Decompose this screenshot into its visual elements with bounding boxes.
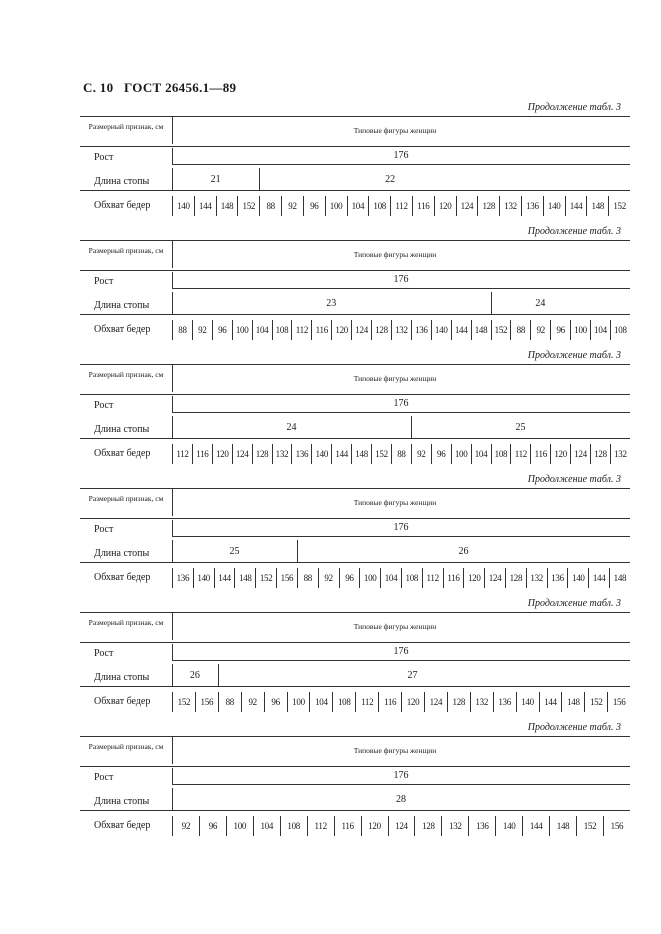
hip-girth-cell: 100	[359, 568, 380, 588]
hip-girth-cell: 140	[311, 444, 331, 464]
hip-girth-cell: 148	[351, 444, 371, 464]
header-bottom-border	[80, 394, 630, 395]
hip-girth-cell: 116	[412, 196, 434, 216]
row-label-hip-girth: Обхват бедер	[94, 324, 151, 335]
hip-girth-cell: 112	[510, 444, 530, 464]
page-header	[83, 80, 236, 96]
hip-girth-cell: 92	[318, 568, 339, 588]
header-divider	[172, 240, 173, 268]
hip-girth-cell: 120	[463, 568, 484, 588]
row-label-height: Рост	[94, 152, 114, 163]
hip-girth-cell: 108	[272, 320, 292, 340]
header-divider	[172, 364, 173, 392]
hip-girth-cell: 144	[539, 692, 562, 712]
row-label-hip-girth: Обхват бедер	[94, 572, 151, 583]
hip-girth-cell: 108	[332, 692, 355, 712]
hip-girth-cell: 120	[550, 444, 570, 464]
hip-girth-cell: 128	[505, 568, 526, 588]
hip-girth-cell: 128	[477, 196, 499, 216]
hip-girth-cell: 136	[547, 568, 568, 588]
row-border	[80, 314, 630, 315]
row-border	[80, 438, 630, 439]
hip-girth-cell: 128	[590, 444, 610, 464]
hip-girth-cell: 88	[172, 320, 192, 340]
hip-girth-cell: 104	[309, 692, 332, 712]
header-divider	[172, 488, 173, 516]
hip-girth-cell: 88	[297, 568, 318, 588]
hip-girth-cell: 120	[361, 816, 388, 836]
height-value: 176	[393, 150, 409, 161]
row-label-foot-length: Длина стопы	[94, 424, 150, 435]
continuation-note: Продолжение табл. 3	[527, 598, 621, 609]
hip-girth-cell: 140	[495, 816, 522, 836]
row-border	[80, 562, 630, 563]
continuation-note: Продолжение табл. 3	[527, 102, 621, 113]
header-bottom-border	[80, 642, 630, 643]
hip-girth-cell: 144	[214, 568, 235, 588]
size-feature-label: Размерный признак, см	[88, 246, 164, 255]
row-label-hip-girth: Обхват бедер	[94, 200, 151, 211]
foot-group-divider	[218, 664, 219, 686]
hip-girth-cell: 124	[484, 568, 505, 588]
hip-girth-cell: 148	[561, 692, 584, 712]
hip-girth-cell: 120	[331, 320, 351, 340]
hip-girth-row	[172, 692, 630, 712]
hip-girth-cell: 152	[576, 816, 603, 836]
row-label-height: Рост	[94, 524, 114, 535]
hip-girth-cell: 132	[470, 692, 493, 712]
row-label-foot-length: Длина стопы	[94, 300, 150, 311]
height-value: 176	[393, 770, 409, 781]
row-divider	[172, 292, 173, 314]
header-divider	[172, 116, 173, 144]
size-feature-label: Размерный признак, см	[88, 742, 164, 751]
hip-girth-cell: 140	[172, 196, 194, 216]
row-divider	[172, 768, 173, 784]
hip-girth-cell: 104	[253, 816, 280, 836]
hip-girth-cell: 92	[530, 320, 550, 340]
hip-girth-cell: 108	[280, 816, 307, 836]
hip-girth-cell: 112	[291, 320, 311, 340]
row-border	[172, 660, 630, 661]
hip-girth-cell: 100	[232, 320, 252, 340]
hip-girth-cell: 96	[550, 320, 570, 340]
hip-girth-cell: 144	[331, 444, 351, 464]
size-table	[80, 736, 630, 836]
hip-girth-cell: 148	[609, 568, 630, 588]
hip-girth-cell: 136	[468, 816, 495, 836]
hip-girth-cell: 124	[388, 816, 415, 836]
hip-girth-cell: 92	[192, 320, 212, 340]
standard-number: ГОСТ 26456.1—89	[124, 80, 237, 95]
row-label-foot-length: Длина стопы	[94, 176, 150, 187]
hip-girth-cell: 88	[510, 320, 530, 340]
hip-girth-cell: 100	[451, 444, 471, 464]
hip-girth-cell: 144	[451, 320, 471, 340]
hip-girth-cell: 96	[264, 692, 287, 712]
hip-girth-cell: 96	[339, 568, 360, 588]
size-table	[80, 364, 630, 464]
hip-girth-cell: 116	[530, 444, 550, 464]
hip-girth-cell: 116	[378, 692, 401, 712]
hip-girth-cell: 156	[607, 692, 630, 712]
hip-girth-cell: 128	[447, 692, 470, 712]
row-divider	[172, 416, 173, 438]
hip-girth-cell: 152	[237, 196, 259, 216]
hip-girth-cell: 88	[391, 444, 411, 464]
hip-girth-cell: 128	[371, 320, 391, 340]
hip-girth-cell: 136	[291, 444, 311, 464]
row-divider	[172, 148, 173, 164]
table-top-border	[80, 736, 630, 737]
hip-girth-row	[172, 320, 630, 340]
hip-girth-cell: 100	[226, 816, 253, 836]
hip-girth-cell: 120	[434, 196, 456, 216]
hip-girth-cell: 104	[380, 568, 401, 588]
foot-length-value: 24	[535, 298, 546, 309]
hip-girth-cell: 112	[390, 196, 412, 216]
row-border	[80, 810, 630, 811]
hip-girth-cell: 92	[172, 816, 199, 836]
header-bottom-border	[80, 766, 630, 767]
hip-girth-cell: 144	[194, 196, 216, 216]
foot-group-divider	[411, 416, 412, 438]
row-divider	[172, 644, 173, 660]
hip-girth-cell: 124	[456, 196, 478, 216]
height-value: 176	[393, 274, 409, 285]
hip-girth-cell: 104	[471, 444, 491, 464]
hip-girth-cell: 136	[521, 196, 543, 216]
figures-title: Типовые фигуры женщин	[353, 374, 437, 383]
hip-girth-cell: 152	[371, 444, 391, 464]
size-table	[80, 116, 630, 216]
hip-girth-cell: 148	[216, 196, 238, 216]
size-table	[80, 488, 630, 588]
hip-girth-cell: 112	[422, 568, 443, 588]
height-value: 176	[393, 398, 409, 409]
hip-girth-cell: 140	[193, 568, 214, 588]
hip-girth-cell: 132	[610, 444, 630, 464]
size-feature-label: Размерный признак, см	[88, 370, 164, 379]
foot-length-value: 25	[515, 422, 526, 433]
hip-girth-cell: 112	[355, 692, 378, 712]
hip-girth-cell: 108	[401, 568, 422, 588]
hip-girth-cell: 104	[252, 320, 272, 340]
hip-girth-cell: 96	[303, 196, 325, 216]
foot-group-divider	[259, 168, 260, 190]
hip-girth-cell: 100	[570, 320, 590, 340]
table-top-border	[80, 488, 630, 489]
continuation-note: Продолжение табл. 3	[527, 722, 621, 733]
continuation-note: Продолжение табл. 3	[527, 474, 621, 485]
hip-girth-cell: 88	[259, 196, 281, 216]
hip-girth-row	[172, 196, 630, 216]
hip-girth-cell: 132	[441, 816, 468, 836]
foot-length-value: 25	[229, 546, 240, 557]
hip-girth-cell: 132	[526, 568, 547, 588]
figures-title: Типовые фигуры женщин	[353, 622, 437, 631]
hip-girth-cell: 124	[232, 444, 252, 464]
hip-girth-cell: 124	[424, 692, 447, 712]
row-label-hip-girth: Обхват бедер	[94, 696, 151, 707]
hip-girth-cell: 124	[351, 320, 371, 340]
header-divider	[172, 736, 173, 764]
hip-girth-cell: 132	[391, 320, 411, 340]
hip-girth-cell: 156	[195, 692, 218, 712]
table-top-border	[80, 116, 630, 117]
header-bottom-border	[80, 146, 630, 147]
foot-length-value: 23	[326, 298, 337, 309]
hip-girth-cell: 148	[471, 320, 491, 340]
row-label-foot-length: Длина стопы	[94, 796, 150, 807]
height-value: 176	[393, 522, 409, 533]
foot-length-value: 26	[458, 546, 469, 557]
hip-girth-cell: 148	[234, 568, 255, 588]
figures-title: Типовые фигуры женщин	[353, 746, 437, 755]
hip-girth-cell: 104	[347, 196, 369, 216]
row-border	[172, 288, 630, 289]
hip-girth-cell: 136	[411, 320, 431, 340]
hip-girth-cell: 152	[172, 692, 195, 712]
hip-girth-cell: 148	[549, 816, 576, 836]
continuation-note: Продолжение табл. 3	[527, 226, 621, 237]
header-divider	[172, 612, 173, 640]
hip-girth-cell: 96	[431, 444, 451, 464]
foot-group-divider	[491, 292, 492, 314]
row-label-foot-length: Длина стопы	[94, 548, 150, 559]
foot-length-value: 28	[396, 794, 406, 805]
hip-girth-cell: 124	[570, 444, 590, 464]
hip-girth-cell: 140	[516, 692, 539, 712]
row-border	[172, 536, 630, 537]
hip-girth-cell: 140	[543, 196, 565, 216]
size-feature-label: Размерный признак, см	[88, 618, 164, 627]
hip-girth-cell: 148	[586, 196, 608, 216]
hip-girth-cell: 104	[590, 320, 610, 340]
hip-girth-cell: 144	[522, 816, 549, 836]
height-value: 176	[393, 646, 409, 657]
hip-girth-cell: 156	[276, 568, 297, 588]
header-bottom-border	[80, 270, 630, 271]
hip-girth-row	[172, 444, 630, 464]
row-divider	[172, 272, 173, 288]
foot-length-value: 22	[385, 174, 396, 185]
hip-girth-cell: 92	[241, 692, 264, 712]
table-top-border	[80, 612, 630, 613]
row-border	[172, 412, 630, 413]
row-label-hip-girth: Обхват бедер	[94, 820, 151, 831]
size-feature-label: Размерный признак, см	[88, 122, 164, 131]
figures-title: Типовые фигуры женщин	[353, 498, 437, 507]
hip-girth-cell: 116	[334, 816, 361, 836]
hip-girth-cell: 112	[172, 444, 192, 464]
hip-girth-cell: 128	[414, 816, 441, 836]
row-border	[172, 784, 630, 785]
hip-girth-cell: 120	[212, 444, 232, 464]
row-divider	[172, 664, 173, 686]
hip-girth-cell: 116	[192, 444, 212, 464]
page-number: С. 10	[83, 80, 114, 95]
hip-girth-row	[172, 568, 630, 588]
hip-girth-cell: 92	[281, 196, 303, 216]
hip-girth-cell: 156	[603, 816, 630, 836]
row-label-height: Рост	[94, 276, 114, 287]
hip-girth-cell: 108	[610, 320, 630, 340]
hip-girth-cell: 132	[272, 444, 292, 464]
hip-girth-cell: 140	[567, 568, 588, 588]
hip-girth-cell: 96	[199, 816, 226, 836]
foot-length-value: 21	[210, 174, 221, 185]
hip-girth-cell: 100	[325, 196, 347, 216]
row-label-height: Рост	[94, 400, 114, 411]
hip-girth-cell: 92	[411, 444, 431, 464]
table-top-border	[80, 240, 630, 241]
foot-length-value: 24	[286, 422, 297, 433]
hip-girth-cell: 116	[443, 568, 464, 588]
row-label-height: Рост	[94, 772, 114, 783]
hip-girth-cell: 152	[608, 196, 630, 216]
size-table	[80, 240, 630, 340]
size-feature-label: Размерный признак, см	[88, 494, 164, 503]
foot-length-value: 27	[407, 670, 418, 681]
hip-girth-cell: 140	[431, 320, 451, 340]
hip-girth-cell: 144	[588, 568, 609, 588]
table-top-border	[80, 364, 630, 365]
hip-girth-cell: 132	[499, 196, 521, 216]
continuation-note: Продолжение табл. 3	[527, 350, 621, 361]
row-divider	[172, 540, 173, 562]
hip-girth-cell: 120	[401, 692, 424, 712]
row-border	[172, 164, 630, 165]
hip-girth-cell: 152	[255, 568, 276, 588]
hip-girth-cell: 96	[212, 320, 232, 340]
hip-girth-cell: 112	[307, 816, 334, 836]
row-border	[80, 190, 630, 191]
row-label-foot-length: Длина стопы	[94, 672, 150, 683]
hip-girth-cell: 152	[584, 692, 607, 712]
hip-girth-cell: 144	[565, 196, 587, 216]
hip-girth-cell: 116	[311, 320, 331, 340]
hip-girth-cell: 100	[287, 692, 310, 712]
row-label-hip-girth: Обхват бедер	[94, 448, 151, 459]
header-bottom-border	[80, 518, 630, 519]
hip-girth-cell: 136	[493, 692, 516, 712]
row-label-height: Рост	[94, 648, 114, 659]
hip-girth-cell: 136	[172, 568, 193, 588]
row-divider	[172, 788, 173, 810]
foot-length-value: 26	[189, 670, 200, 681]
hip-girth-cell: 108	[368, 196, 390, 216]
foot-group-divider	[297, 540, 298, 562]
hip-girth-cell: 108	[491, 444, 511, 464]
row-border	[80, 686, 630, 687]
size-table	[80, 612, 630, 712]
hip-girth-cell: 152	[491, 320, 511, 340]
hip-girth-cell: 128	[252, 444, 272, 464]
hip-girth-cell: 88	[218, 692, 241, 712]
figures-title: Типовые фигуры женщин	[353, 126, 437, 135]
row-divider	[172, 396, 173, 412]
hip-girth-row	[172, 816, 630, 836]
row-divider	[172, 520, 173, 536]
figures-title: Типовые фигуры женщин	[353, 250, 437, 259]
row-divider	[172, 168, 173, 190]
